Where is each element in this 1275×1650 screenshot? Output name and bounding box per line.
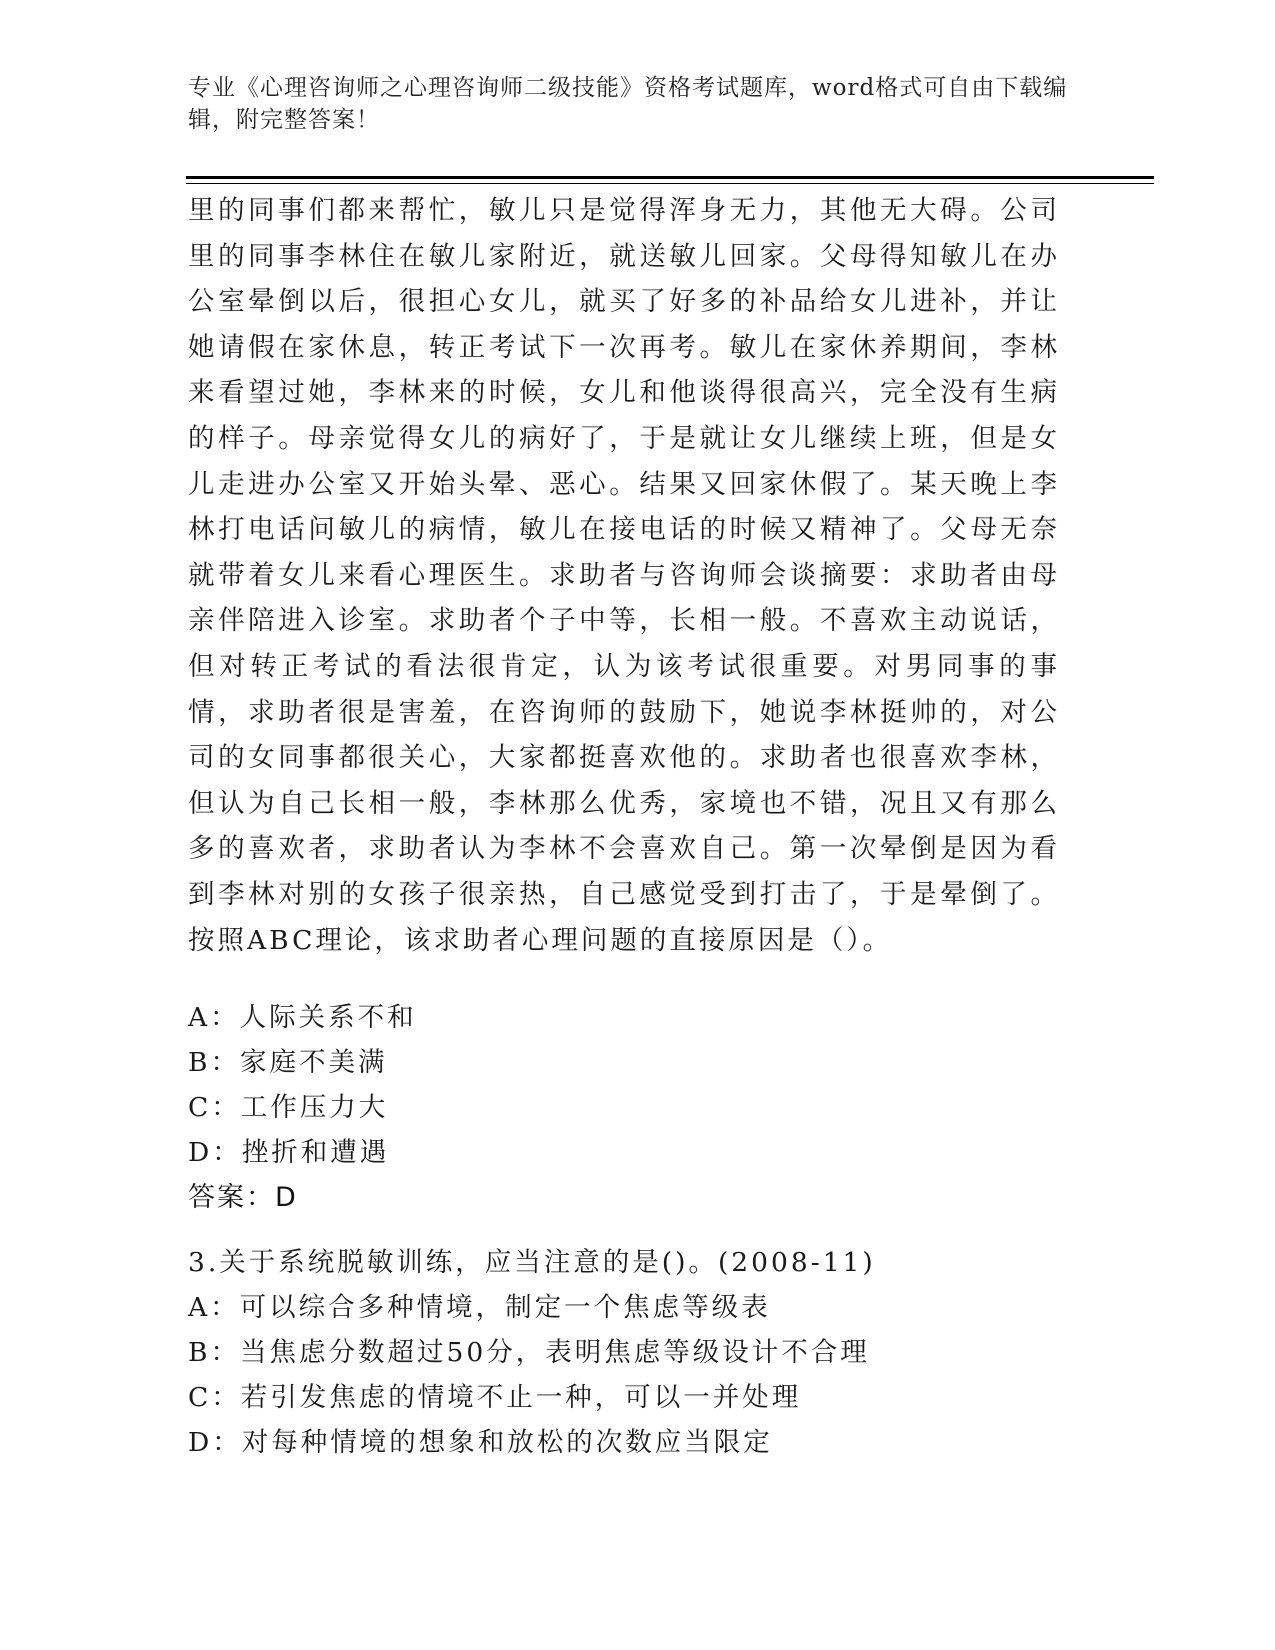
question-2-stem: 里的同事们都来帮忙，敏儿只是觉得浑身无力，其他无大碍。公司里的同事李林住在敏儿家附近，就送敏儿回家。父母得知敏儿在办公室晕倒以后，很担心女儿，就买了好多的补品给女儿进补，并让她请假在家休息，转正考试下一次再考。敏儿在家休养期间，李林来看望过她，李林来的时候，女儿和他谈得很高兴，完全没有生病的样子。母亲觉得女儿的病好了，于是就让女儿继续上班，但是女儿走进办公室又开始头晕、恶心。结果又回家休假了。某天晚上李林打电话问敏儿的病情，敏儿在接电话的时候又精神了。父母无奈就带着女儿来看心理医生。求助者与咨询师会谈摘要：求助者由母亲伴陪进入诊室。求助者个子中等，长相一般。不喜欢主动说话，但对转正考试的看法很肯定，认为该考试很重要。对男同事的事情，求助者很是害羞，在咨询师的鼓励下，她说李林挺帅的，对公司的女同事都很关心，大家都挺喜欢他的。求助者也很喜欢李林，但认为自己长相一般，李林那么优秀，家境也不错，况且又有那么多的喜欢者，求助者认为李林不会喜欢自己。第一次晕倒是因为看到李林对别的女孩子很亲热，自己感觉受到打击了，于是晕倒了。按照ABC理论，该求助者心理问题的直接原因是（）。 — [188, 195, 1060, 956]
question-2-answer: 答案：D — [188, 1182, 298, 1213]
question-2-option-c: C：工作压力大 — [188, 1092, 389, 1123]
question-2-option-b: B：家庭不美满 — [188, 1047, 388, 1078]
header-divider-thick — [186, 176, 1154, 179]
header-divider-thin — [186, 183, 1154, 184]
question-3-option-c: C：若引发焦虑的情境不止一种，可以一并处理 — [188, 1382, 802, 1413]
question-2-option-d: D：挫折和遭遇 — [188, 1137, 390, 1168]
question-3-option-d: D：对每种情境的想象和放松的次数应当限定 — [188, 1427, 773, 1458]
question-3-option-b: B：当焦虑分数超过50分，表明焦虑等级设计不合理 — [188, 1337, 870, 1368]
question-3-stem: 3.关于系统脱敏训练，应当注意的是()。(2008-11) — [188, 1247, 876, 1278]
question-3-option-a: A：可以综合多种情境，制定一个焦虑等级表 — [188, 1292, 771, 1323]
document-header: 专业《心理咨询师之心理咨询师二级技能》资格考试题库，word格式可自由下载编辑，附完整答案！ — [188, 75, 1068, 133]
question-2-option-a: A：人际关系不和 — [188, 1002, 417, 1033]
